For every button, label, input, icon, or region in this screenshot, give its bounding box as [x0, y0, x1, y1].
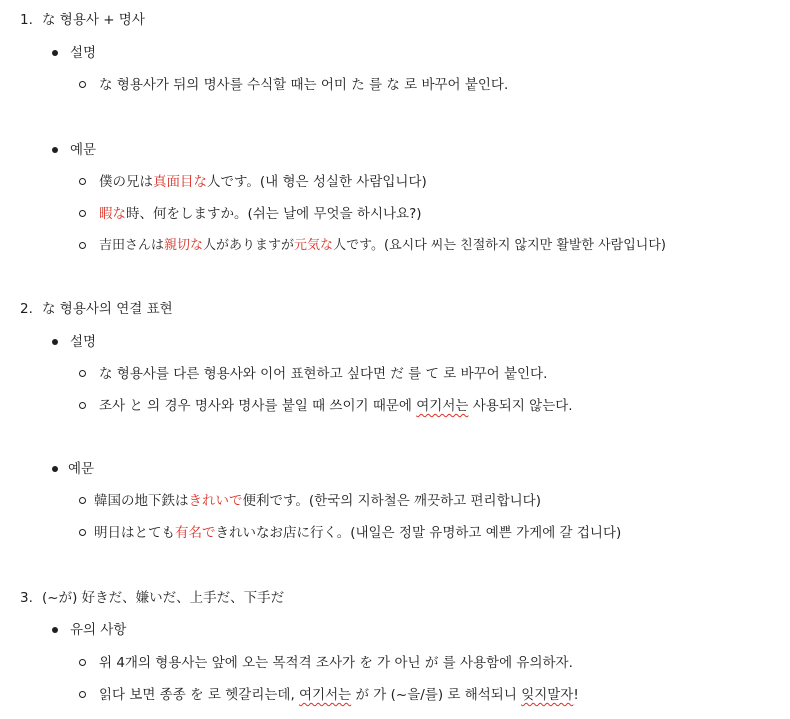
section-3-note-label: 유의 사항	[70, 622, 127, 638]
section-1-number: 1.	[20, 12, 33, 28]
spellcheck-flag: 잊지말자	[521, 687, 574, 703]
spellcheck-flag: 여기서는	[416, 398, 469, 414]
bullet-circle	[79, 529, 86, 536]
bullet-disc	[52, 466, 58, 472]
bullet-circle	[79, 242, 86, 249]
section-3-number: 3.	[20, 590, 33, 606]
bullet-circle	[79, 210, 86, 217]
section-1-example-2: 暇な時、何をしますか。(쉬는 날에 무엇을 하시나요?)	[99, 206, 422, 222]
bullet-circle	[79, 81, 86, 88]
section-1-heading: な 형용사 + 명사	[42, 12, 145, 28]
bullet-disc	[52, 339, 58, 345]
bullet-circle	[79, 178, 86, 185]
section-2-number: 2.	[20, 301, 33, 317]
spellcheck-flag: 여기서는	[299, 687, 352, 703]
section-3-heading: (~が) 好きだ、嫌いだ、上手だ、下手だ	[42, 590, 285, 606]
section-2-heading: な 형용사의 연결 표현	[42, 301, 173, 317]
section-2-explain-item-1: な 형용사를 다른 형용사와 이어 표현하고 싶다면 だ 를 て 로 바꾸어 붙인다.	[99, 366, 548, 382]
bullet-circle	[79, 659, 86, 666]
bullet-circle	[79, 691, 86, 698]
section-1-explain-label: 설명	[70, 45, 97, 61]
section-2-example-label: 예문	[68, 461, 95, 477]
section-3-note-item-2: 읽다 보면 종종 を 로 헷갈리는데, 여기서는 が 가 (~을/를) 로 해석되니 잊지말자!	[99, 687, 579, 703]
section-2-explain-label: 설명	[70, 334, 97, 350]
bullet-disc	[52, 147, 58, 153]
bullet-disc	[52, 627, 58, 633]
section-1-example-3: 吉田さんは親切な人がありますが元気な人です。(요시다 씨는 친절하지 않지만 활발한 사람입니다)	[99, 238, 666, 253]
bullet-disc	[52, 50, 58, 56]
section-2-example-2: 明日はとても有名できれいなお店に行く。(내일은 정말 유명하고 예쁜 가게에 갈 겁니다)	[94, 525, 622, 541]
section-2-example-1: 韓国の地下鉄はきれいで便利です。(한국의 지하철은 깨끗하고 편리합니다)	[94, 493, 541, 509]
section-1-example-1: 僕の兄は真面目な人です。(내 형은 성실한 사람입니다)	[99, 174, 427, 190]
bullet-circle	[79, 402, 86, 409]
section-1-explain-item: な 형용사가 뒤의 명사를 수식할 때는 어미 た 를 な 로 바꾸어 붙인다.	[99, 77, 509, 93]
section-1-example-label: 예문	[70, 142, 97, 158]
bullet-circle	[79, 497, 86, 504]
section-2-explain-item-2: 조사 と 의 경우 명사와 명사를 붙일 때 쓰이기 때문에 여기서는 사용되지 않는다.	[99, 398, 573, 414]
section-3-note-item-1: 위 4개의 형용사는 앞에 오는 목적격 조사가 を 가 아닌 が 를 사용함에 유의하자.	[99, 655, 573, 671]
bullet-circle	[79, 370, 86, 377]
